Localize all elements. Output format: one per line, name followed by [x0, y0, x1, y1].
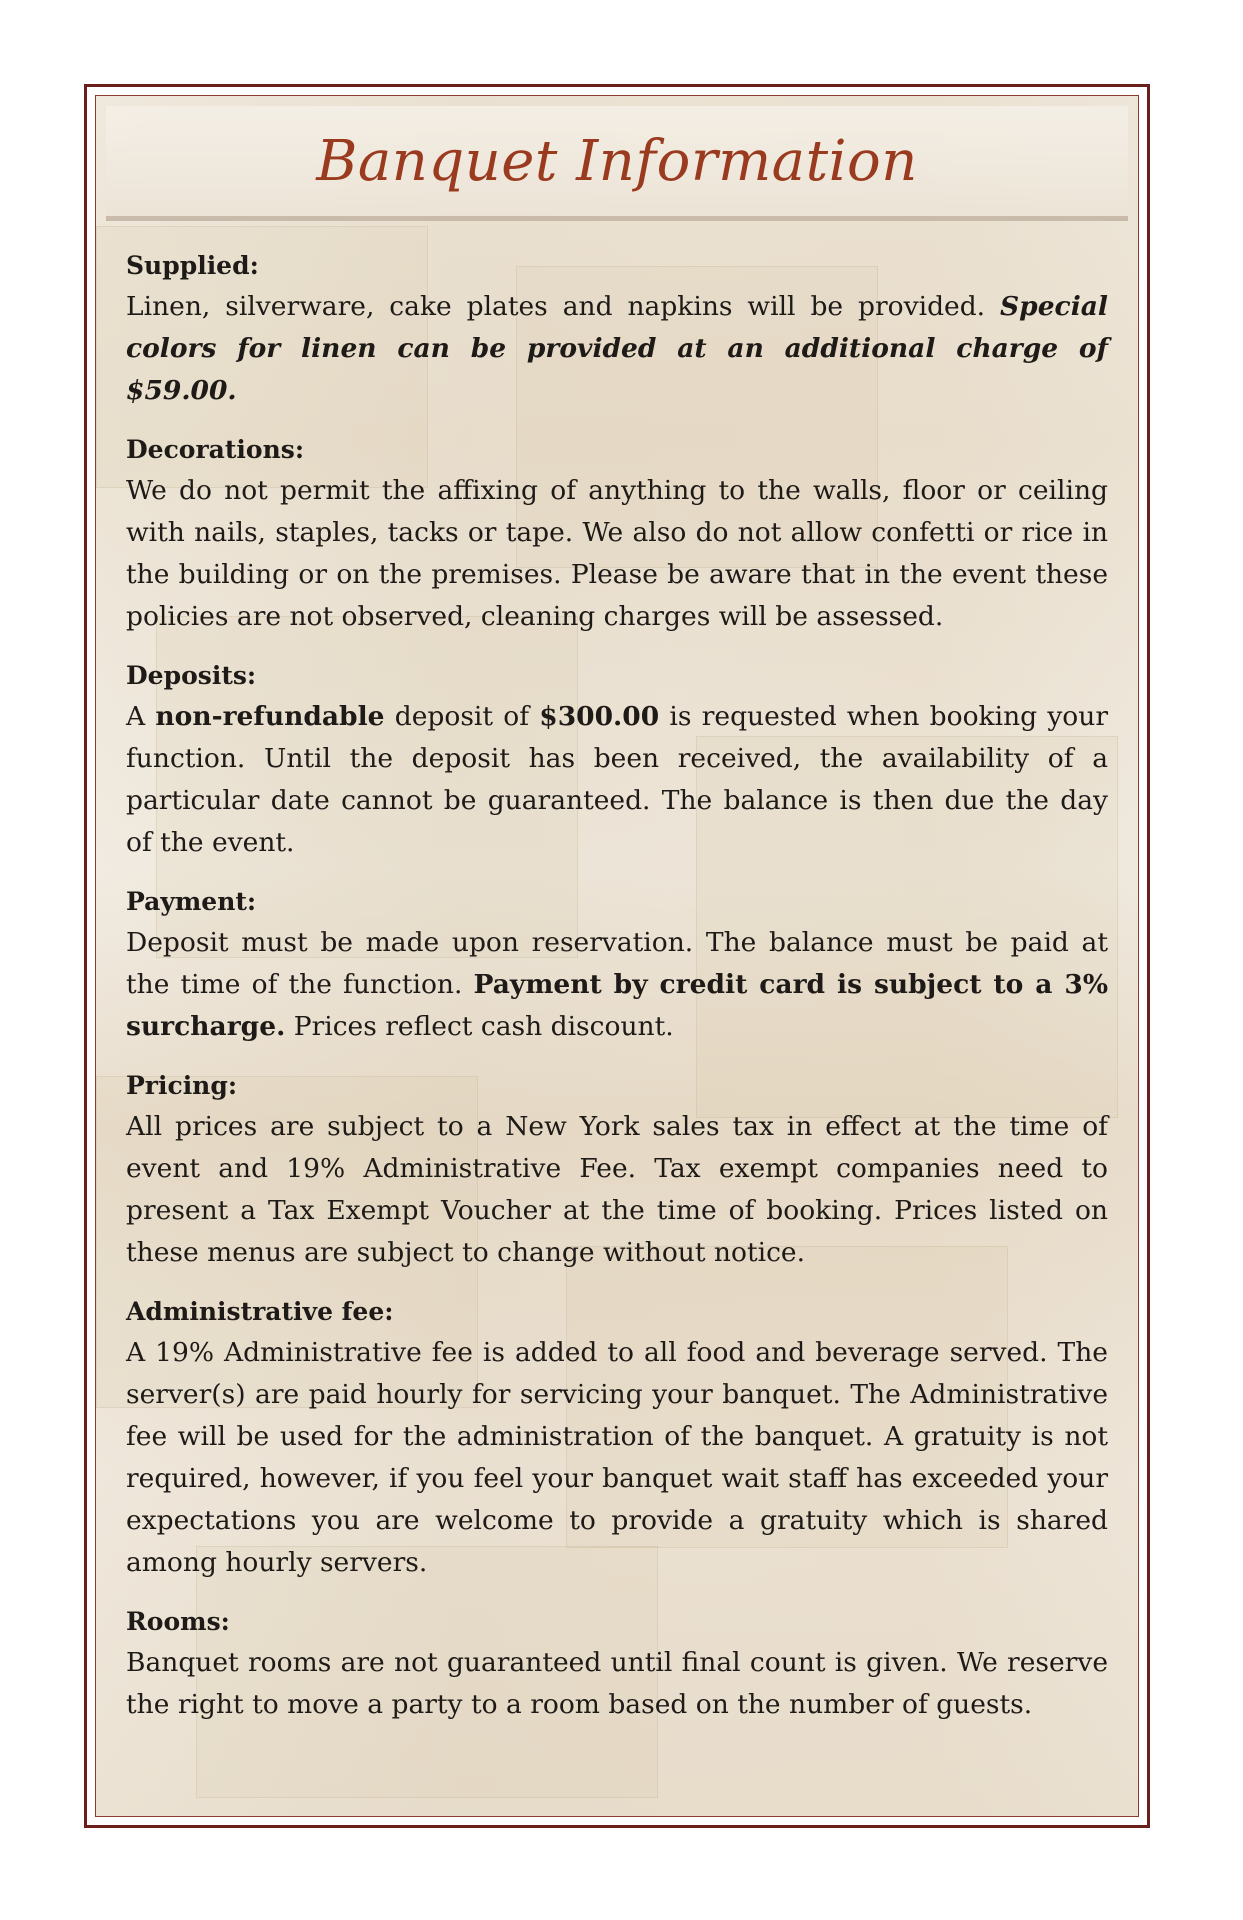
section-payment [126, 882, 1108, 1048]
section-body [126, 696, 1108, 864]
info-content [126, 246, 1108, 1744]
body-text: A 19% Administrative fee is added to all food and beverage served. The server(s) are paid hourly for servicing your banquet. The Administrative fee will be used for the administration of the banquet. A gratuity is not required, however, if you feel your banquet wait staff has exceeded your expectations you are welcome to provide a gratuity which is shared among hourly servers. [126, 1337, 1108, 1578]
section-body [126, 1332, 1108, 1584]
body-text: Linen, silverware, cake plates and napkins will be provided. [126, 291, 1001, 322]
body-text: We do not permit the affixing of anything to the walls, floor or ceiling with nails, staples, tacks or tape. We also do not allow confetti or rice in the building or on the premises. Please be aware that in the event these policies are not observed, cleaning charges will be assessed. [126, 475, 1108, 632]
body-text-emphasis: Special colors for linen can be provided at an additional charge of $59.00. [126, 291, 1108, 406]
section-body [126, 1642, 1108, 1726]
body-text-bold: $300.00 [539, 701, 660, 732]
body-text-bold: non-refundable [155, 701, 385, 732]
section-administrative-fee [126, 1292, 1108, 1584]
body-text: Prices reflect cash discount. [285, 1011, 674, 1042]
section-rooms [126, 1602, 1108, 1726]
section-heading: Supplied: [126, 251, 259, 280]
section-heading: Payment: [126, 887, 257, 916]
section-body [126, 286, 1108, 412]
section-body [126, 922, 1108, 1048]
stone-background-panel [95, 95, 1139, 1817]
title-band [106, 106, 1128, 221]
page-title: Banquet Information [316, 128, 918, 194]
section-body [126, 1106, 1108, 1274]
section-heading: Administrative fee: [126, 1297, 394, 1326]
body-text-bold: Payment by credit card is subject to a 3% surcharge. [126, 969, 1109, 1042]
body-text: Deposit must be made upon reservation. The balance must be paid at the time of the function. [126, 927, 1108, 1000]
section-pricing [126, 1066, 1108, 1274]
section-supplied [126, 246, 1108, 412]
page-frame [84, 84, 1150, 1828]
section-heading: Decorations: [126, 435, 305, 464]
body-text: All prices are subject to a New York sales tax in effect at the time of event and 19% Administrative Fee. Tax exempt companies need to present a Tax Exempt Voucher at the time of booking. Prices listed on these menus are subject to change without notice. [126, 1111, 1108, 1268]
body-text: is requested when booking your function. Until the deposit has been received, the availability of a particular date cannot be guaranteed. The balance is then due the day of the event. [126, 701, 1109, 858]
body-text: A [126, 701, 156, 732]
section-decorations [126, 430, 1108, 638]
body-text: Banquet rooms are not guaranteed until final count is given. We reserve the right to move a party to a room based on the number of guests. [126, 1647, 1108, 1720]
body-text: deposit of [384, 701, 540, 732]
section-heading: Deposits: [126, 661, 257, 690]
section-body [126, 470, 1108, 638]
section-heading: Rooms: [126, 1607, 230, 1636]
section-heading: Pricing: [126, 1071, 238, 1100]
section-deposits [126, 656, 1108, 864]
